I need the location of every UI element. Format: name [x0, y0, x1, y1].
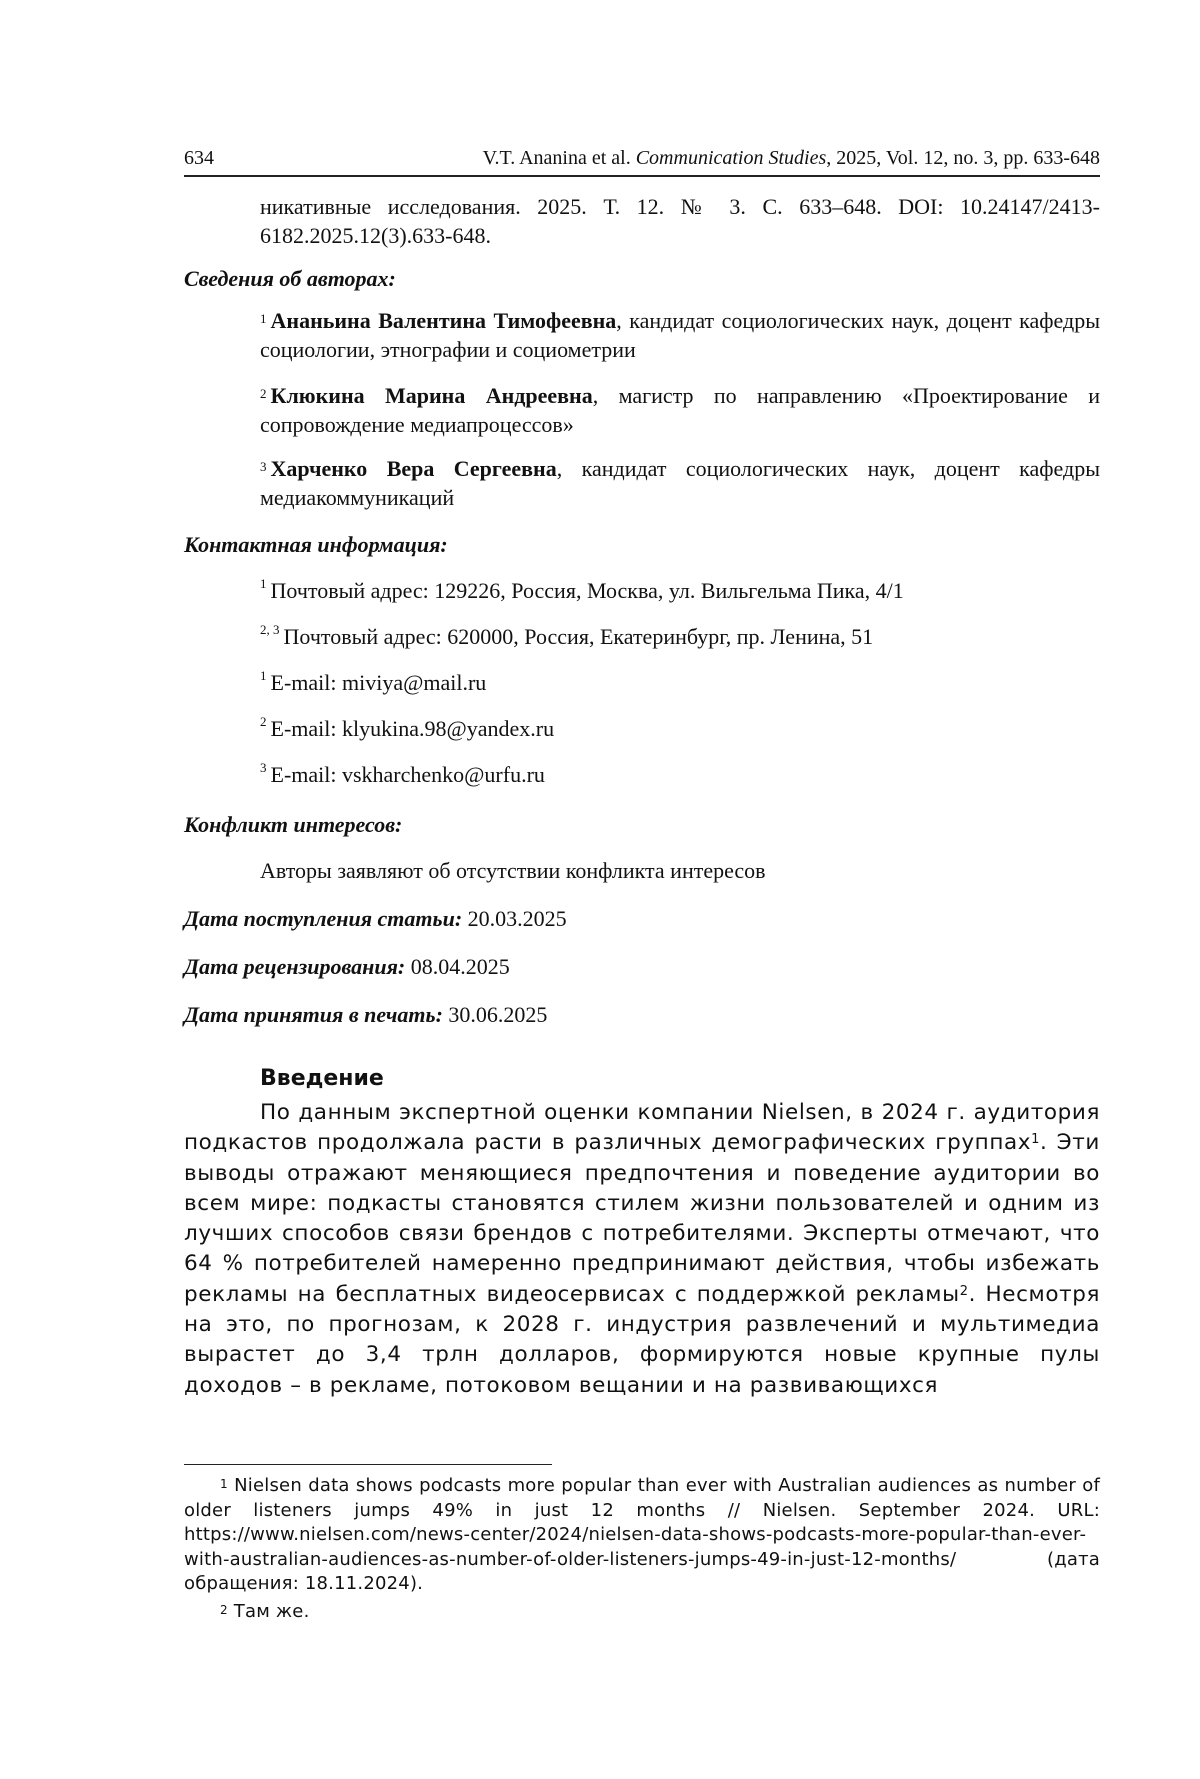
contact-item [260, 716, 554, 742]
author-name: Харченко Вера Сергеевна [270, 456, 557, 481]
running-head-journal: Communication Studies [635, 147, 827, 169]
footnote-separator [184, 1464, 552, 1465]
authors-label: Сведения об авторах: [184, 266, 396, 291]
running-head-authors: V.T. Ananina et al. [482, 147, 631, 169]
contact-email-3: E-mail: vskharchenko@urfu.ru [270, 762, 545, 787]
footnote-text: Там же. [227, 1601, 310, 1622]
date-received [184, 906, 567, 932]
date-reviewed [184, 954, 510, 980]
page-number: 634 [184, 147, 214, 169]
contact-item [260, 578, 904, 604]
contact-sup: 2 [260, 714, 267, 729]
author-name: Ананьина Валентина Тимофеевна [270, 308, 617, 333]
contact-text: Почтовый адрес: 129226, Россия, Москва, ул. Вильгельма Пика, 4/1 [270, 578, 904, 603]
author-entry [260, 454, 1100, 512]
introduction-paragraph [184, 1098, 1100, 1401]
intro-text-part-1: По данным экспертной оценки компании Nielsen, в 2024 г. аудитория подкастов продолжала расти в различных демографических группах [184, 1100, 1100, 1156]
contact-sup: 3 [260, 760, 267, 775]
author-details: , магистр по направлению «Проектирование и сопровождение медиапроцессов» [260, 383, 1100, 437]
running-head [483, 147, 1100, 170]
contact-text: Почтовый адрес: 620000, Россия, Екатеринбург, пр. Ленина, 51 [283, 624, 874, 649]
conflict-label: Конфликт интересов: [184, 812, 403, 837]
contact-email-2: E-mail: klyukina.98@yandex.ru [270, 716, 555, 741]
intro-text-part-2: . Эти выводы отражают меняющиеся предпочтения и поведение аудитории во всем мире: подкасты становятся стилем жизни пользователей и одним из лучших способов связи брендов с потребителями. Эксперты отмечают, что 64 % потребителей намеренно предпринимают действия, чтобы избежать рекламы на бесплатных видеосервисах с поддержкой рекламы [184, 1130, 1100, 1307]
running-header [184, 145, 1100, 177]
date-accepted-label: Дата принятия в печать: [184, 1002, 443, 1027]
contact-sup: 2, 3 [260, 622, 280, 637]
footnote-ref-2: 2 [959, 1283, 969, 1299]
footnote-number: 1 [220, 1477, 228, 1491]
footnote-2 [184, 1600, 1100, 1625]
author-details: , кандидат социологических наук, доцент кафедры социологии, этнографии и социометрии [260, 308, 1100, 362]
date-accepted [184, 1002, 547, 1028]
author-sup: 3 [260, 459, 267, 474]
contact-item [260, 624, 873, 650]
author-name: Клюкина Марина Андреевна [270, 383, 593, 408]
conflict-text: Авторы заявляют об отсутствии конфликта интересов [260, 858, 766, 883]
intro-text-part-3: . Несмотря на это, по прогнозам, к 2028 г. индустрия развлечений и мультимедиа вырастет до 3,4 трлн долларов, формируются новые крупные пулы доходов – в рекламе, потоковом вещании и на развивающихся [184, 1281, 1100, 1398]
contact-label: Контактная информация: [184, 532, 448, 557]
contact-email-1: E-mail: miviya@mail.ru [270, 670, 487, 695]
contact-item [260, 670, 486, 696]
date-received-value: 20.03.2025 [462, 906, 567, 931]
contact-sup: 1 [260, 576, 267, 591]
author-entry [260, 306, 1100, 364]
date-reviewed-value: 08.04.2025 [405, 954, 510, 979]
date-accepted-value: 30.06.2025 [442, 1002, 548, 1027]
footnote-number: 2 [220, 1603, 228, 1617]
author-sup: 2 [260, 386, 267, 401]
author-details: , кандидат социологических наук, доцент кафедры медиакоммуникаций [260, 456, 1100, 510]
footnote-text: Nielsen data shows podcasts more popular than ever with Australian audiences as number of older listeners jumps 49% in just 12 months // Nielsen. September 2024. URL: https://www.nielsen.com/news-center/2024/nielsen-data-shows-podcasts-more-popular-than-ever-with-australian-audiences-as-number-of-older-listeners-jumps-49-in-just-12-months/ (дата обращения: 18.11.2024). [184, 1475, 1100, 1594]
section-title-introduction: Введение [260, 1066, 384, 1091]
date-reviewed-label: Дата рецензирования: [184, 954, 406, 979]
date-received-label: Дата поступления статьи: [184, 906, 463, 931]
contact-sup: 1 [260, 668, 267, 683]
footnote-ref-1: 1 [1031, 1132, 1040, 1148]
contact-item [260, 762, 545, 788]
author-entry [260, 381, 1100, 439]
running-head-issue: , 2025, Vol. 12, no. 3, pp. 633-648 [826, 147, 1100, 169]
author-sup: 1 [260, 311, 267, 326]
footnote-1 [184, 1474, 1100, 1597]
citation-continuation: никативные исследования. 2025. Т. 12. № 3. С. 633–648. DOI: 10.24147/2413-6182.2025.12(3).633-648. [260, 194, 1100, 248]
